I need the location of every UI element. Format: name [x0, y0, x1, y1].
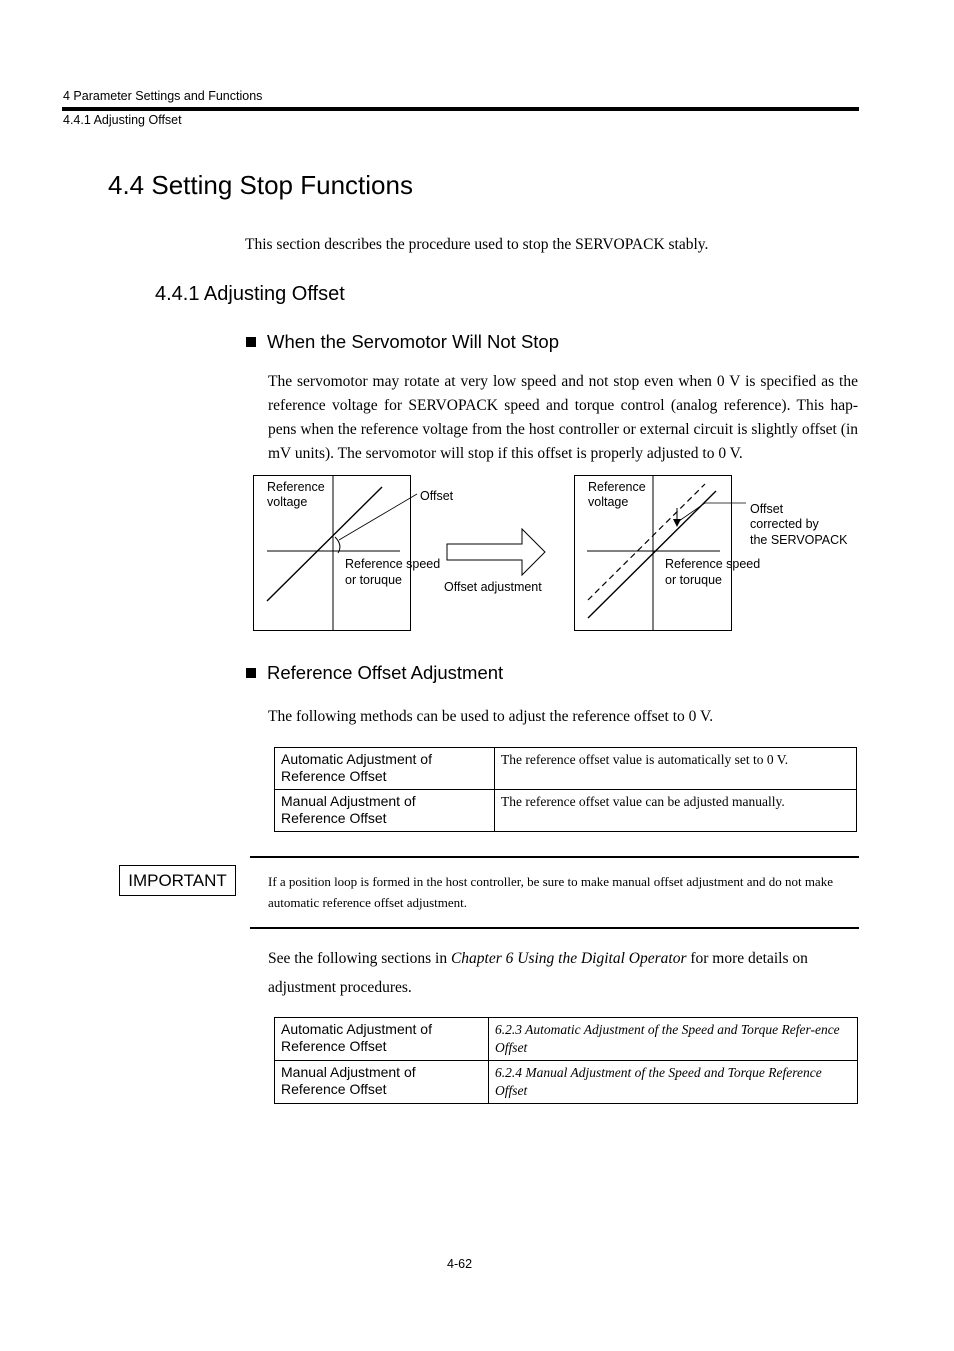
right-note-1: Offset — [750, 502, 784, 516]
important-label: IMPORTANT — [119, 865, 236, 896]
table-cell-desc: The reference offset value can be adjusted manually. — [495, 790, 857, 832]
heading-servomotor-not-stop — [246, 331, 559, 353]
table-row — [275, 748, 857, 790]
arrow-label: Offset adjustment — [444, 580, 542, 594]
page-number: 4-62 — [447, 1257, 473, 1271]
paragraph-methods: The following methods can be used to adjust the reference offset to 0 V. — [268, 708, 714, 725]
right-corrected-line — [588, 491, 716, 618]
table-row — [275, 790, 857, 832]
bullet-square-icon — [246, 668, 256, 678]
heading-text: When the Servomotor Will Not Stop — [267, 331, 559, 352]
table-cell-reference: 6.2.4 Manual Adjustment of the Speed and Torque Reference Offset — [489, 1061, 858, 1104]
heading-reference-offset-adjustment — [246, 662, 503, 684]
left-offset-leader — [339, 494, 417, 540]
subsection-title: 4.4.1 Adjusting Offset — [155, 283, 345, 305]
right-note-3: the SERVOPACK — [750, 533, 848, 547]
table-cell-label: Manual Adjustment of Reference Offset — [275, 1061, 489, 1104]
see-also-paragraph: See the following sections in Chapter 6 Using the Digital Operator for more details on adjustment procedures. — [268, 950, 808, 996]
running-header-chapter: 4 Parameter Settings and Functions — [63, 89, 263, 103]
table-cell-reference: 6.2.3 Automatic Adjustment of the Speed and Torque Refer-ence Offset — [489, 1018, 858, 1061]
right-note-2: corrected by — [750, 517, 819, 531]
table-cell-label: Automatic Adjustment of Reference Offset — [275, 748, 495, 790]
left-offset-label: Offset — [420, 489, 454, 503]
chapter-reference: Chapter 6 Using the Digital Operator — [450, 950, 687, 967]
right-xlabel-1: Reference speed — [665, 557, 761, 571]
left-ylabel-2: voltage — [267, 495, 308, 509]
table-row — [275, 1061, 858, 1104]
table-row — [275, 1018, 858, 1061]
header-rule — [62, 107, 859, 111]
intro-text: This section describes the procedure used to stop the SERVOPACK stably. — [245, 236, 709, 253]
running-header-section: 4.4.1 Adjusting Offset — [63, 113, 182, 127]
offset-diagram — [250, 472, 860, 634]
left-xlabel-1: Reference speed — [345, 557, 441, 571]
right-ylabel-2: voltage — [588, 495, 629, 509]
right-xlabel-2: or toruque — [665, 573, 722, 587]
right-ylabel-1: Reference — [588, 480, 646, 494]
important-text: If a position loop is formed in the host controller, be sure to make manual offset adjustment and do not make automatic reference offset adjustment. — [268, 874, 833, 910]
table-cell-desc: The reference offset value is automatically set to 0 V. — [495, 748, 857, 790]
references-table — [274, 1017, 858, 1104]
paragraph-offset-description: The servomotor may rotate at very low speed and not stop even when 0 V is specified as the reference voltage for SERVOPACK speed and torque control (analog reference). This hap-pens when the reference voltage from the host controller or external circuit is slightly offset (in mV units). The servomotor will stop if this offset is properly adjusted to 0 V. — [268, 373, 858, 462]
left-xlabel-2: or toruque — [345, 573, 402, 587]
table-cell-label: Automatic Adjustment of Reference Offset — [275, 1018, 489, 1061]
methods-table — [274, 747, 857, 832]
section-title: 4.4 Setting Stop Functions — [108, 170, 413, 200]
table-cell-label: Manual Adjustment of Reference Offset — [275, 790, 495, 832]
left-ylabel-1: Reference — [267, 480, 325, 494]
important-bottom-rule — [250, 927, 859, 929]
bullet-square-icon — [246, 337, 256, 347]
heading-text: Reference Offset Adjustment — [267, 662, 504, 683]
important-top-rule — [250, 856, 859, 858]
offset-adjustment-arrow-icon — [447, 529, 545, 575]
